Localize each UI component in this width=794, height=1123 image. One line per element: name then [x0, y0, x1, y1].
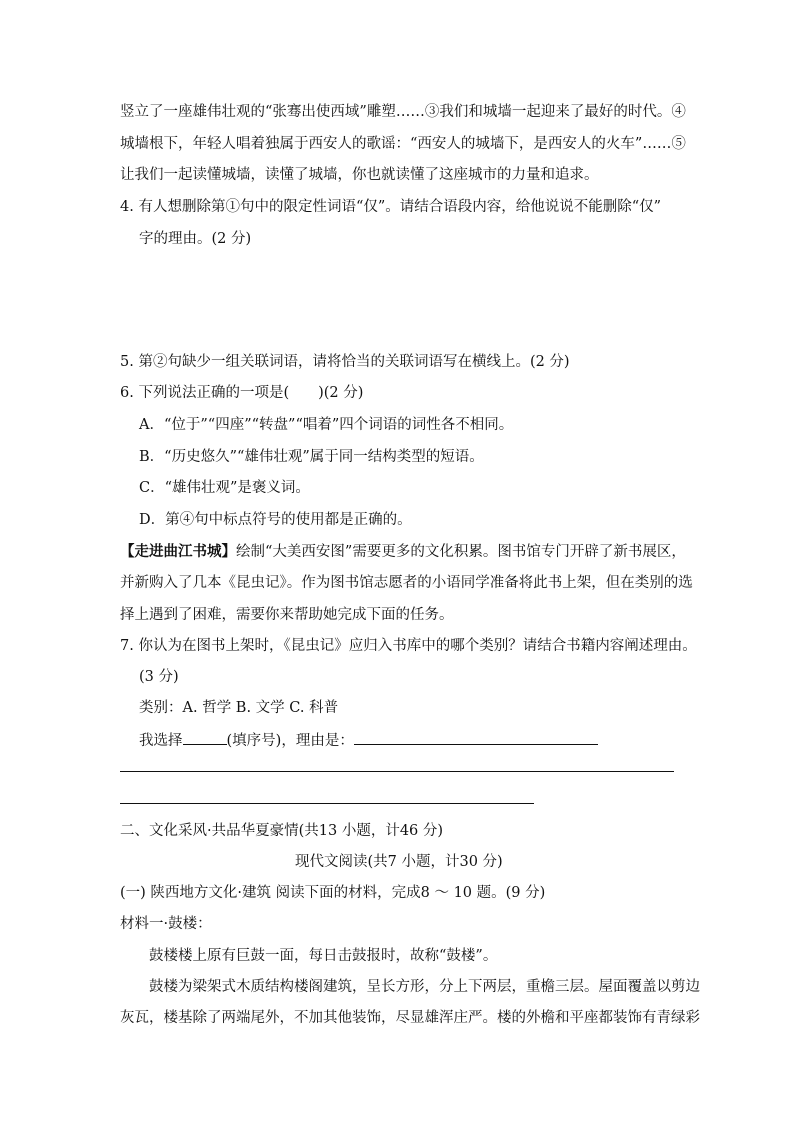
question-7-line-2: (3 分)	[139, 669, 179, 685]
task-bracket-title: 【走进曲江书城】	[120, 543, 236, 560]
passage-line-3: 让我们一起读懂城墙，读懂了城墙，你也就读懂了这座城市的力量和追求。	[120, 167, 599, 183]
passage-line-1: 竖立了一座雄伟壮观的“张骞出使西域”雕塑……③我们和城墙一起迎来了最好的时代。④	[120, 104, 686, 120]
task-line-1-text: 绘制“大美西安图”需要更多的文化积累。图书馆专门开辟了新书展区，	[236, 544, 686, 560]
answer-line-1[interactable]	[120, 771, 674, 772]
material-1-paragraph-2-line-2: 灰瓦，楼基除了两端尾外，不加其他装饰，尽显雄浑庄严。楼的外檐和平座都装饰有青绿彩	[120, 1010, 700, 1026]
choose-middle: (填序号)，理由是：	[226, 733, 354, 749]
choose-prefix: 我选择	[139, 733, 183, 749]
task-line-1	[120, 542, 686, 562]
part-1-instruction: (一) 陕西地方文化·建筑 阅读下面的材料，完成8 ～ 10 题。(9 分)	[120, 885, 546, 901]
choice-blank[interactable]	[183, 730, 227, 745]
question-5: 5. 第②句缺少一组关联词语，请将恰当的关联词语写在横线上。(2 分)	[120, 354, 570, 370]
answer-line-2[interactable]	[120, 803, 534, 804]
reason-blank[interactable]	[354, 730, 598, 745]
material-1-paragraph-1: 鼓楼楼上原有巨鼓一面，每日击鼓报时，故称“鼓楼”。	[149, 948, 498, 964]
passage-line-2: 城墙根下，年轻人唱着独属于西安人的歌谣：“西安人的城墙下，是西安人的火车”……⑤	[120, 136, 686, 152]
question-4-line-1: 4. 有人想删除第①句中的限定性词语“仅”。请结合语段内容，给他说说不能删除“仅”	[120, 199, 662, 215]
question-6-option-c: C．“雄伟壮观”是褒义词。	[139, 480, 310, 496]
section-2-heading: 二、文化采风·共品华夏豪情(共13 小题，计46 分)	[120, 823, 444, 839]
question-7-categories: 类别：A. 哲学 B. 文学 C. 科普	[139, 700, 339, 716]
question-4-line-2: 字的理由。(2 分)	[139, 231, 252, 247]
question-7-choice-line	[139, 730, 598, 751]
modern-reading-subheading: 现代文阅读(共7 小题，计30 分)	[295, 854, 503, 870]
material-1-paragraph-2-line-1: 鼓楼为梁架式木质结构楼阁建筑，呈长方形，分上下两层，重檐三层。屋面覆盖以剪边	[149, 979, 700, 995]
question-6-stem: 6. 下列说法正确的一项是( )(2 分)	[120, 385, 364, 401]
question-6-option-d: D．第④句中标点符号的使用都是正确的。	[139, 512, 412, 528]
question-7-line-1: 7. 你认为在图书上架时，《昆虫记》应归入书库中的哪个类别？请结合书籍内容阐述理由。	[120, 638, 697, 654]
material-1-title: 材料一·鼓楼：	[120, 916, 212, 932]
task-line-3: 择上遇到了困难，需要你来帮助她完成下面的任务。	[120, 607, 454, 623]
question-6-option-a: A．“位于”“四座”“转盘”“唱着”四个词语的词性各不相同。	[139, 417, 514, 433]
question-6-option-b: B．“历史悠久”“雄伟壮观”属于同一结构类型的短语。	[139, 449, 484, 465]
task-line-2: 并新购入了几本《昆虫记》。作为图书馆志愿者的小语同学准备将此书上架，但在类别的选	[120, 575, 693, 591]
